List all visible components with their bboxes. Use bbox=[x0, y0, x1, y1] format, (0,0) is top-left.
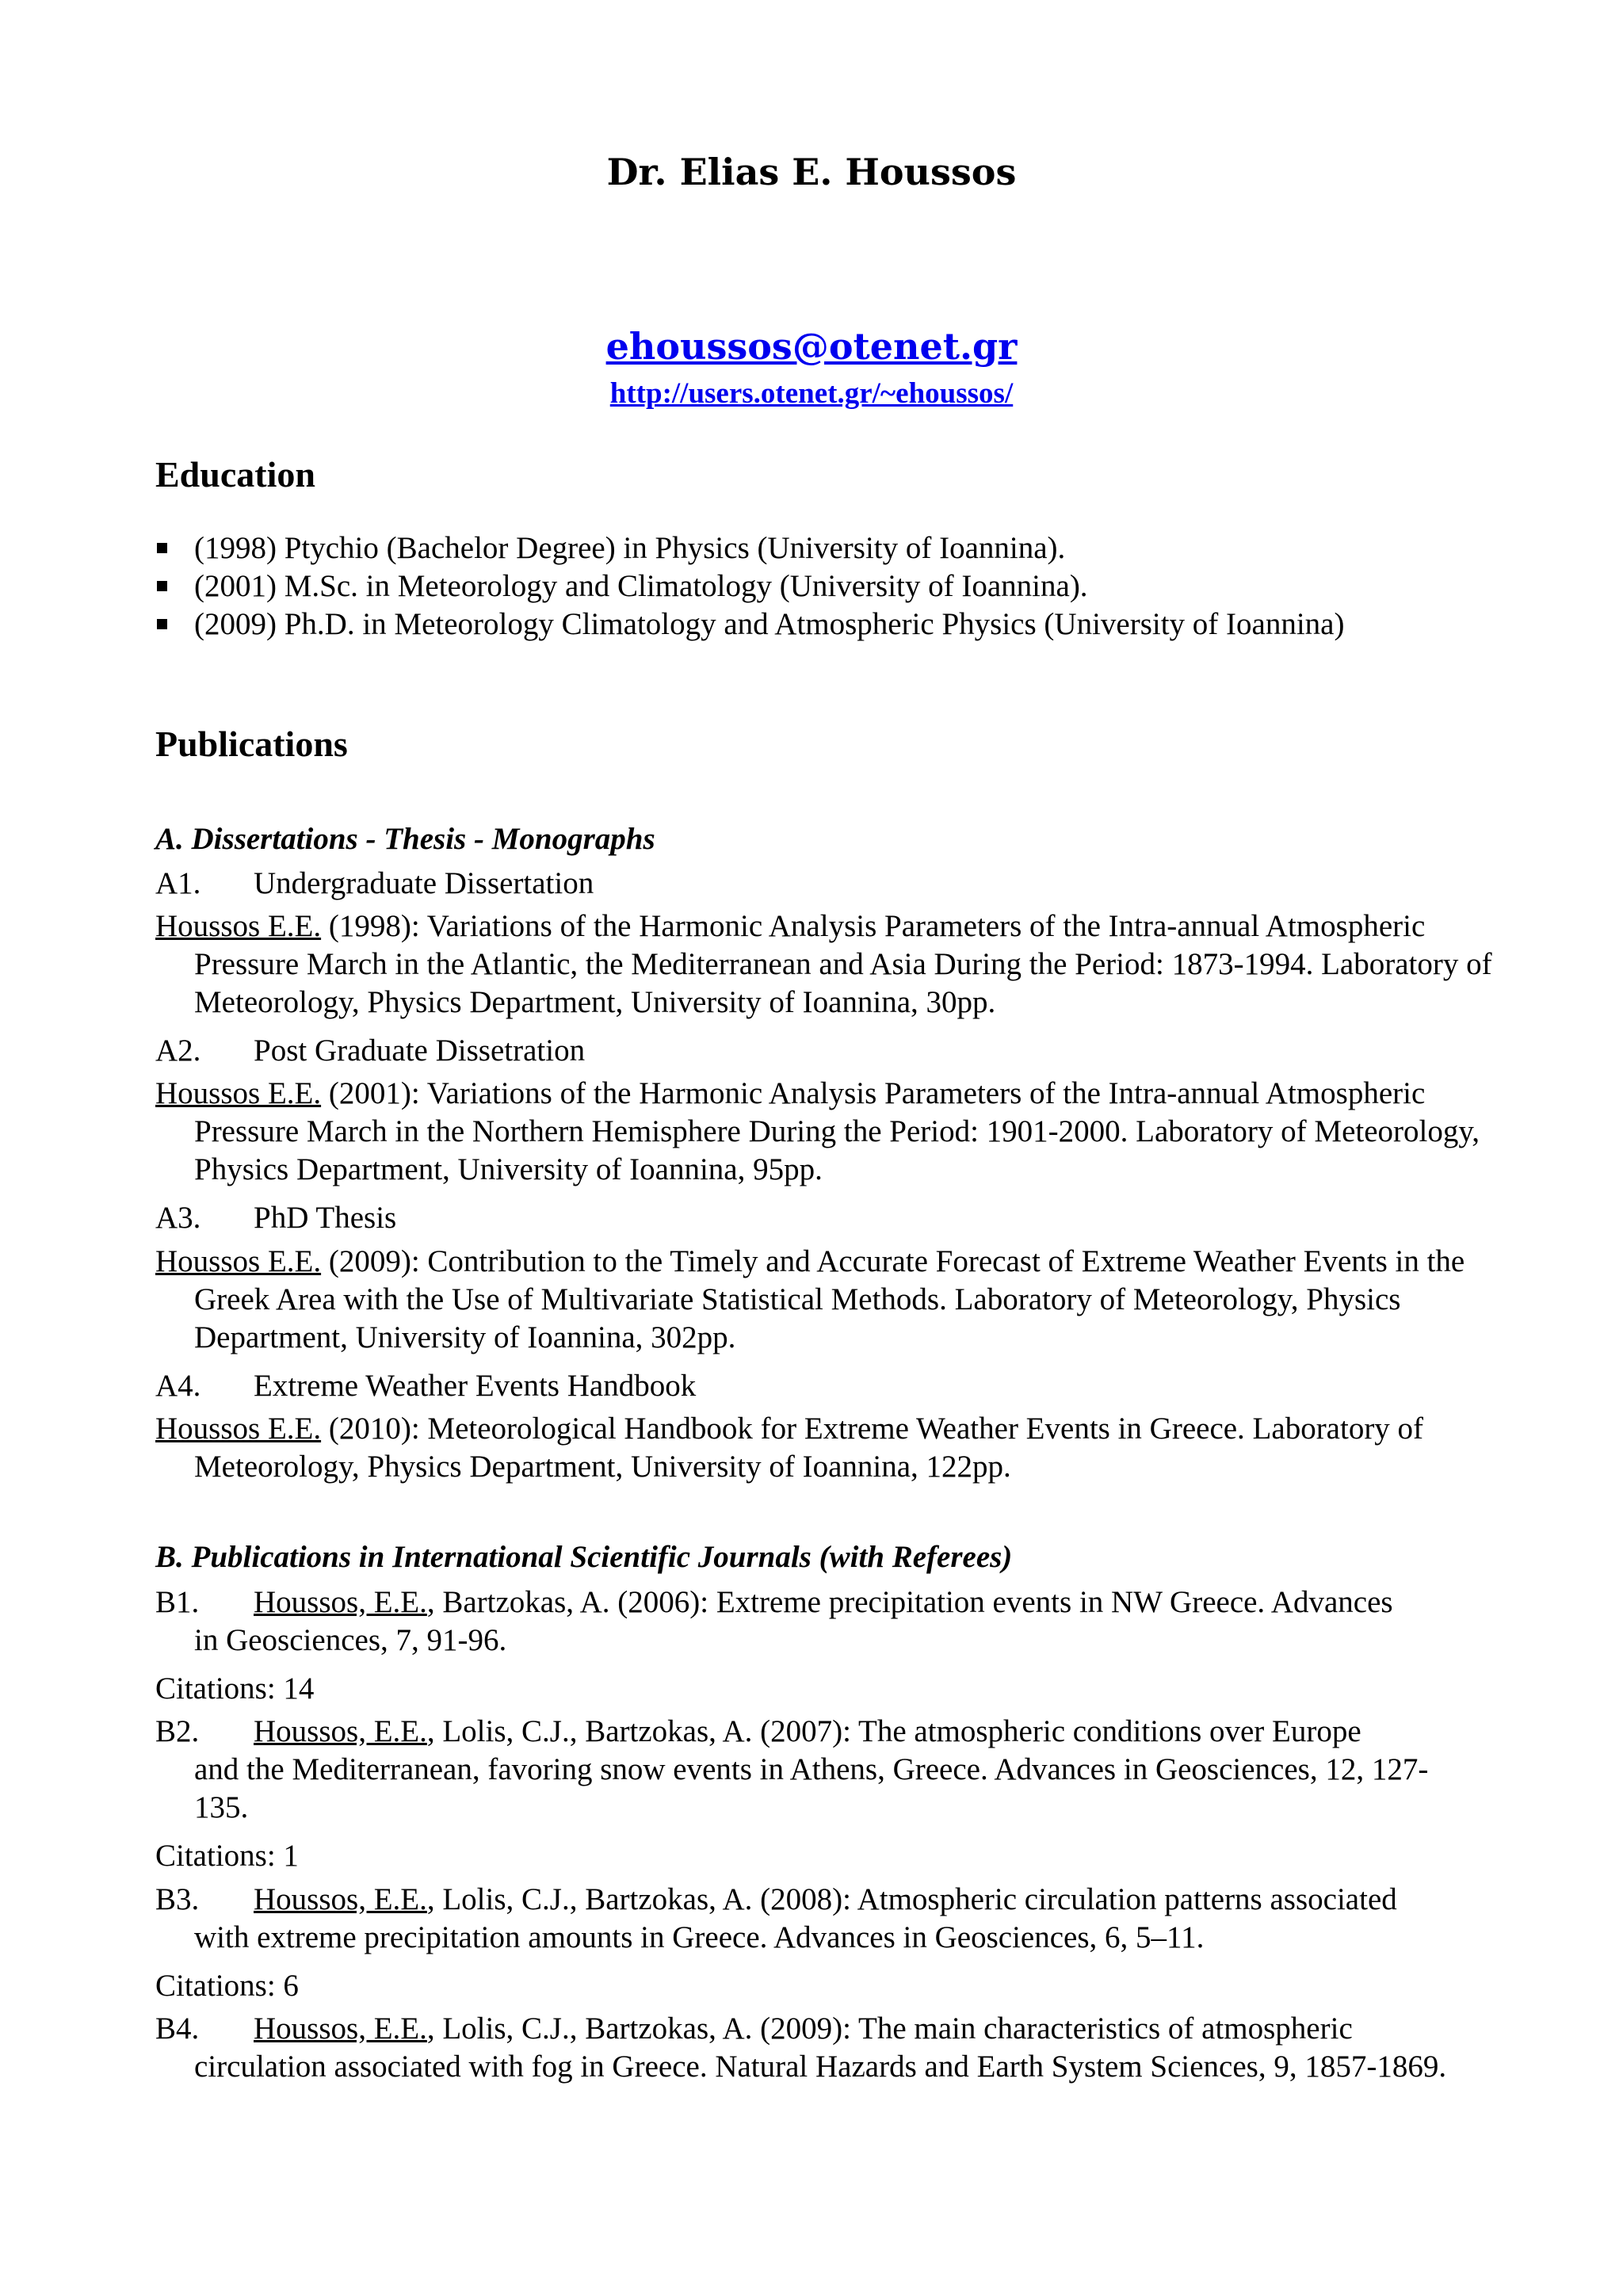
reference-text: (2001): Variations of the Harmonic Analysis Parameters of the Intra-annual Atmospheric Pressure March in the Northern Hemisphere During the Period: 1901-2000. Laboratory of Meteorology, Physics Department, University of Ioannina, 95pp. bbox=[194, 1076, 1480, 1186]
reference-b4 bbox=[155, 2010, 1479, 2086]
reference-continuation: in Geosciences, 7, 91-96. bbox=[194, 1623, 507, 1657]
reference-text: , Lolis, C.J., Bartzokas, A. (2007): The atmospheric conditions over Europe bbox=[426, 1714, 1361, 1748]
reference-author: Houssos E.E. bbox=[155, 1412, 322, 1446]
entry-label: PhD Thesis bbox=[254, 1201, 397, 1235]
author-name: Dr. Elias E. Houssos bbox=[606, 151, 1017, 193]
entry-code: B3. bbox=[155, 1882, 200, 1916]
education-list bbox=[155, 529, 1503, 644]
reference-author: Houssos E.E. bbox=[155, 909, 322, 943]
education-item-text: (2001) M.Sc. in Meteorology and Climatology (University of Ioannina). bbox=[194, 569, 1088, 603]
homepage-line bbox=[0, 376, 1623, 411]
reference-text: (1998): Variations of the Harmonic Analysis Parameters of the Intra-annual Atmospheric Pressure March in the Atlantic, the Mediterranean and Asia During the Period: 1873-1994. Laboratory of Meteorology, Physics Department, University of Ioannina, 30pp. bbox=[194, 909, 1492, 1019]
reference-a2 bbox=[155, 1075, 1518, 1189]
entry-label: Undergraduate Dissertation bbox=[254, 866, 594, 900]
reference-author: Houssos, E.E. bbox=[254, 1882, 427, 1916]
email-line bbox=[0, 325, 1623, 368]
bullet-square-icon bbox=[157, 581, 167, 591]
entry-code: A3. bbox=[155, 1201, 201, 1235]
entry-code: A2. bbox=[155, 1033, 201, 1068]
reference-b1 bbox=[155, 1584, 1479, 1660]
entry-label-a3 bbox=[155, 1200, 396, 1236]
citations-b3: Citations: 6 bbox=[155, 1969, 299, 2003]
entry-label: Extreme Weather Events Handbook bbox=[254, 1369, 697, 1403]
entry-label: Post Graduate Dissetration bbox=[254, 1033, 586, 1068]
reference-a4 bbox=[155, 1410, 1533, 1486]
reference-continuation: with extreme precipitation amounts in Greece. Advances in Geosciences, 6, 5–11. bbox=[194, 1920, 1205, 1954]
entry-label-a4 bbox=[155, 1368, 696, 1404]
section-a-title: A. Dissertations - Thesis - Monographs bbox=[155, 822, 655, 856]
entry-code: A4. bbox=[155, 1369, 201, 1403]
reference-author: Houssos, E.E. bbox=[254, 1585, 427, 1619]
reference-continuation: and the Mediterranean, favoring snow events in Athens, Greece. Advances in Geosciences, 12, 127-135. bbox=[194, 1752, 1429, 1824]
entry-label-a2 bbox=[155, 1033, 585, 1068]
list-item bbox=[155, 606, 1503, 644]
list-item bbox=[155, 529, 1503, 567]
entry-code: B2. bbox=[155, 1714, 200, 1748]
education-heading: Education bbox=[155, 454, 315, 495]
reference-author: Houssos, E.E. bbox=[254, 2011, 427, 2046]
reference-author: Houssos E.E. bbox=[155, 1076, 322, 1110]
reference-text: , Lolis, C.J., Bartzokas, A. (2008): Atmospheric circulation patterns associated bbox=[426, 1882, 1397, 1916]
reference-continuation: circulation associated with fog in Greece. Natural Hazards and Earth System Sciences, 9, 1857-1869. bbox=[194, 2050, 1447, 2084]
entry-code: B1. bbox=[155, 1585, 200, 1619]
section-b-title: B. Publications in International Scientific Journals (with Referees) bbox=[155, 1540, 1013, 1574]
email-link[interactable]: ehoussos@otenet.gr bbox=[605, 325, 1018, 368]
reference-a3 bbox=[155, 1243, 1533, 1357]
list-item bbox=[155, 567, 1503, 606]
reference-a1 bbox=[155, 907, 1518, 1022]
reference-text: (2010): Meteorological Handbook for Extreme Weather Events in Greece. Laboratory of Meteorology, Physics Department, University of Ioannina, 122pp. bbox=[194, 1412, 1424, 1484]
entry-code: B4. bbox=[155, 2011, 200, 2046]
bullet-square-icon bbox=[157, 543, 167, 553]
citations-b2: Citations: 1 bbox=[155, 1839, 299, 1873]
reference-author: Houssos, E.E. bbox=[254, 1714, 427, 1748]
reference-text: , Lolis, C.J., Bartzokas, A. (2009): The main characteristics of atmospheric bbox=[426, 2011, 1353, 2046]
bullet-square-icon bbox=[157, 619, 167, 629]
publications-heading: Publications bbox=[155, 724, 348, 764]
education-item-text: (2009) Ph.D. in Meteorology Climatology and Atmospheric Physics (University of Ioannina) bbox=[194, 607, 1345, 641]
reference-author: Houssos E.E. bbox=[155, 1244, 322, 1278]
reference-text: , Bartzokas, A. (2006): Extreme precipitation events in NW Greece. Advances bbox=[426, 1585, 1393, 1619]
entry-label-a1 bbox=[155, 865, 594, 901]
education-item-text: (1998) Ptychio (Bachelor Degree) in Physics (University of Ioannina). bbox=[194, 531, 1066, 565]
reference-text: (2009): Contribution to the Timely and Accurate Forecast of Extreme Weather Events in the Greek Area with the Use of Multivariate Statistical Methods. Laboratory of Meteorology, Physics Department, University of Ioannina, 302pp. bbox=[194, 1244, 1465, 1354]
homepage-link[interactable]: http://users.otenet.gr/~ehoussos/ bbox=[609, 377, 1014, 410]
entry-code: A1. bbox=[155, 866, 201, 900]
reference-b2 bbox=[155, 1713, 1479, 1827]
reference-b3 bbox=[155, 1881, 1479, 1957]
citations-b1: Citations: 14 bbox=[155, 1671, 315, 1706]
